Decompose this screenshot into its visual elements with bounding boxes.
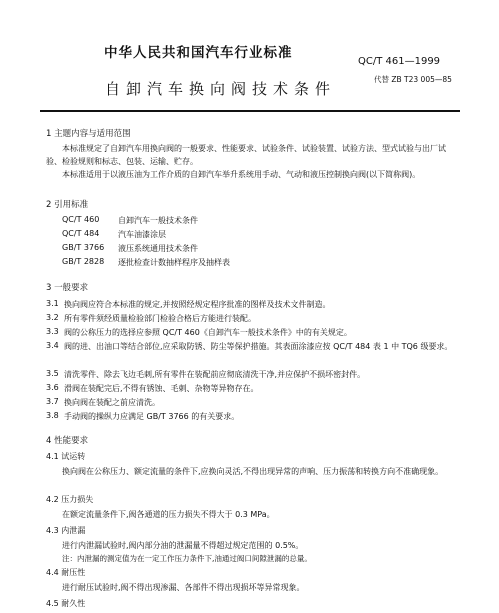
- item-3-6-number: 3.6: [46, 383, 59, 392]
- replaces-code: 代替 ZB T23 005—85: [374, 75, 452, 84]
- item-3-2-text: 所有零件须经质量检验部门检验合格后方能进行装配。: [64, 314, 256, 323]
- section-3-heading: 3 一般要求: [46, 283, 89, 293]
- ref-code-1: QC/T 460: [62, 215, 100, 224]
- section-1-para-1: 本标准规定了自卸汽车用换向阀的一般要求、性能要求、试验条件、试验装置、试验方法、型式试验与出厂试验、检验规则和标志、包装、运输、贮存。: [46, 144, 446, 166]
- ref-title-2: 汽车油漆涂层: [118, 230, 166, 239]
- subsection-4-3-note: 注：内泄漏的测定值为在一定工作压力条件下,油通过阀口间隙泄漏的总量。: [62, 554, 312, 563]
- item-3-7-text: 换向阀在装配之前应清洗。: [64, 398, 160, 407]
- item-3-1-text: 换向阀应符合本标准的规定,并按照经规定程序批准的图样及技术文件制造。: [64, 300, 331, 309]
- ref-title-1: 自卸汽车一般技术条件: [118, 216, 198, 225]
- ref-code-2: QC/T 484: [62, 229, 100, 238]
- subsection-4-3-text: 进行内泄漏试验时,阀内部分油的泄漏量不得超过规定范围的 0.5%。: [62, 541, 304, 550]
- item-3-8-text: 手动阀的操纵力应满足 GB/T 3766 的有关要求。: [64, 412, 240, 421]
- subsection-4-4-text: 进行耐压试验时,阀不得出现渗漏、各部件不得出现损坏等异常现象。: [62, 583, 305, 592]
- subsection-4-4-heading: 4.4 耐压性: [46, 568, 86, 577]
- section-1-heading: 1 主题内容与适用范围: [46, 129, 131, 139]
- subsection-4-3-heading: 4.3 内泄漏: [46, 526, 86, 535]
- item-3-8-number: 3.8: [46, 411, 59, 420]
- section-1-para-2: 本标准适用于以液压油为工作介质的自卸汽车举升系统用手动、气动和液压控制换向阀(以下简称阀)。: [62, 170, 421, 179]
- subsection-4-1-text: 换向阀在公称压力、额定流量的条件下,应换向灵活,不得出现异常的声响、压力振荡和转换方向不准确现象。: [62, 467, 444, 476]
- item-3-7-number: 3.7: [46, 397, 59, 406]
- item-3-4-number: 3.4: [46, 341, 59, 350]
- ref-code-4: GB/T 2828: [62, 257, 105, 266]
- standard-issuer-heading: 中华人民共和国汽车行业标准: [104, 45, 293, 61]
- item-3-3-number: 3.3: [46, 327, 59, 336]
- ref-code-3: GB/T 3766: [62, 243, 105, 252]
- subsection-4-1-heading: 4.1 试运转: [46, 452, 86, 461]
- item-3-6-text: 滑阀在装配完后,不得有锈蚀、毛刺、杂物等异物存在。: [64, 384, 259, 393]
- subsection-4-2-heading: 4.2 压力损失: [46, 495, 94, 504]
- document-title: 自卸汽车换向阀技术条件: [105, 80, 337, 98]
- section-4-heading: 4 性能要求: [46, 436, 89, 446]
- section-2-heading: 2 引用标准: [46, 200, 89, 210]
- item-3-1-number: 3.1: [46, 299, 59, 308]
- standard-code: QC/T 461—1999: [358, 56, 441, 67]
- item-3-5-text: 清洗零件、除去飞边毛刺,所有零件在装配前应彻底清洗干净,并应保护不损坏密封件。: [64, 370, 366, 379]
- item-3-5-number: 3.5: [46, 369, 59, 378]
- item-3-4-text: 阀的进、出油口等结合部位,应采取防锈、防尘等保护措施。其表面涂漆应按 QC/T 484 表 1 中 TQ6 级要求。: [64, 342, 453, 351]
- item-3-2-number: 3.2: [46, 313, 59, 322]
- item-3-3-text: 阀的公称压力的选择应参照 QC/T 460《自卸汽车一般技术条件》中的有关规定。: [64, 328, 352, 337]
- subsection-4-5-heading: 4.5 耐久性: [46, 599, 86, 608]
- subsection-4-2-text: 在额定流量条件下,阀各通道的压力损失不得大于 0.3 MPa。: [62, 510, 275, 519]
- header-divider: [40, 110, 460, 112]
- ref-title-4: 逐批检查计数抽样程序及抽样表: [118, 258, 230, 267]
- ref-title-3: 液压系统通用技术条件: [118, 244, 198, 253]
